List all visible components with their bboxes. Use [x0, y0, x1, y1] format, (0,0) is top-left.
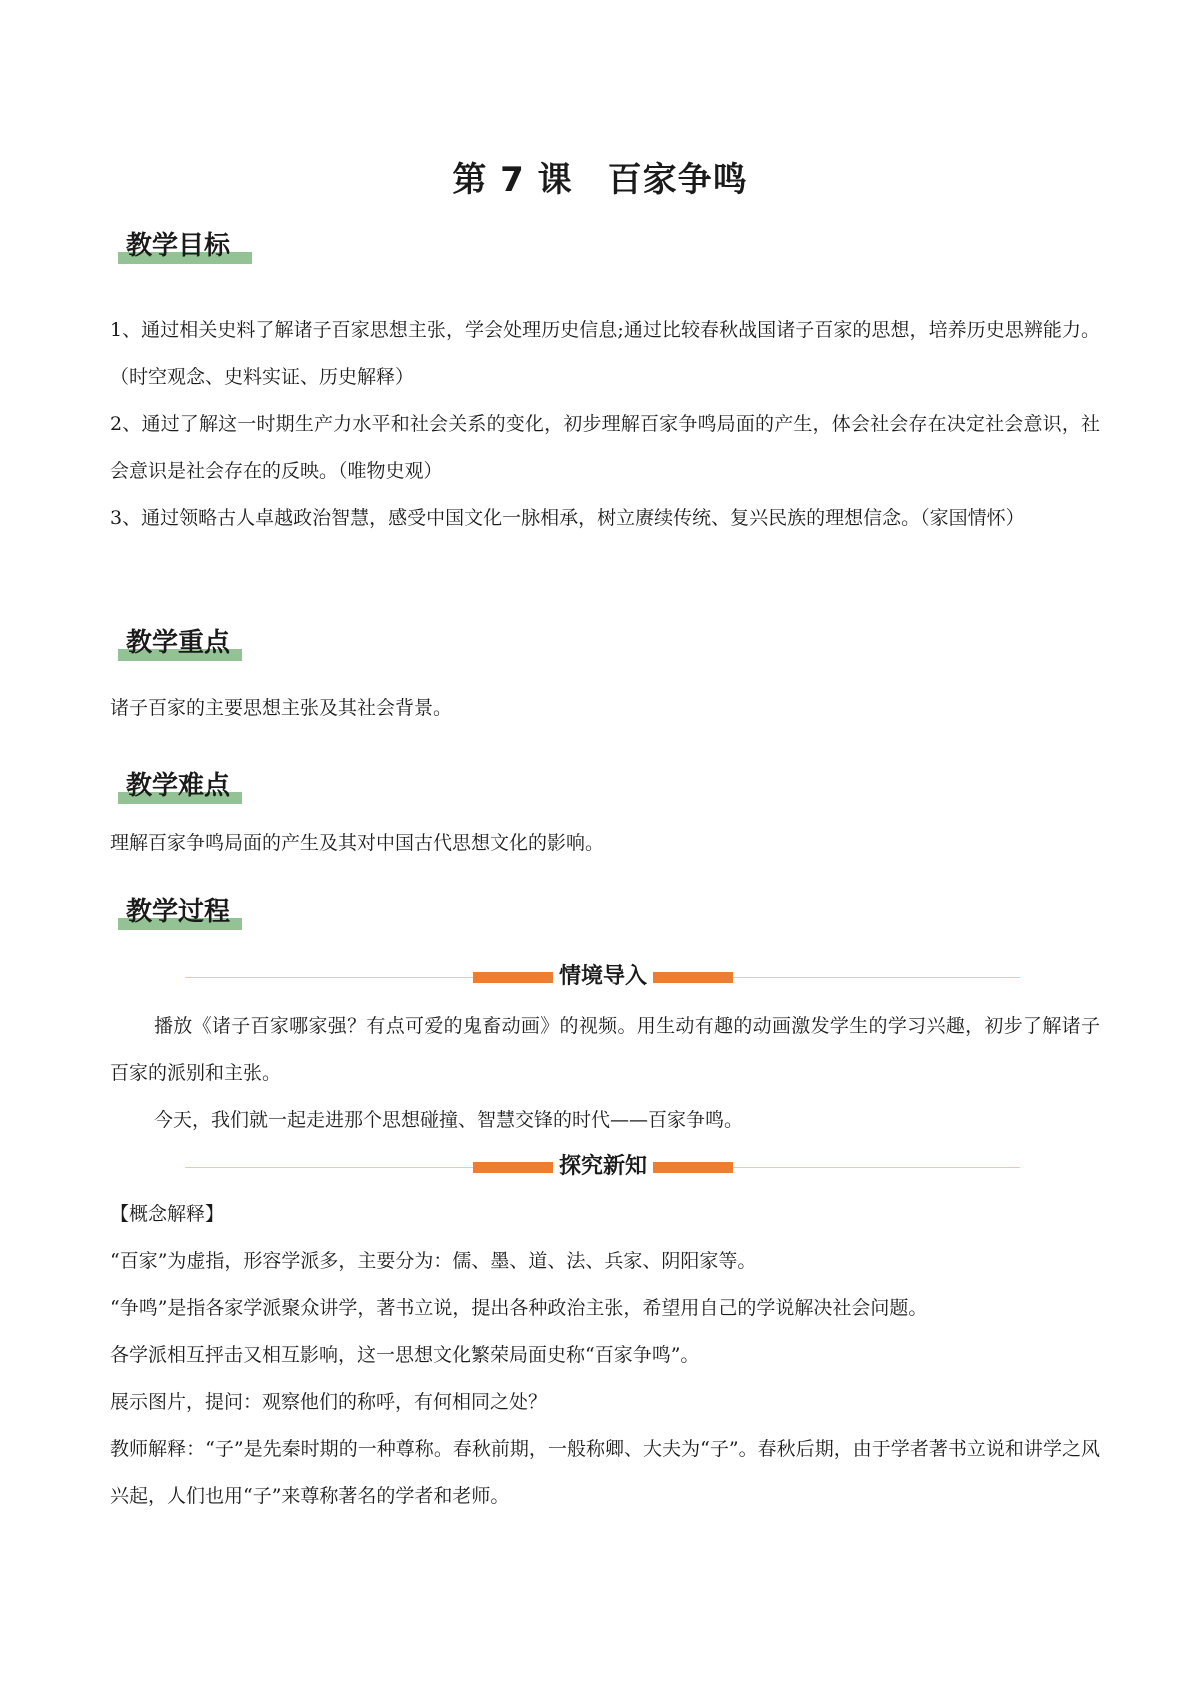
divider-explore-label: 探究新知 — [553, 1150, 653, 1184]
heading-difficulties — [118, 768, 230, 804]
heading-process-text: 教学过程 — [126, 897, 231, 927]
divider-intro-label: 情境导入 — [553, 960, 653, 994]
intro-paragraph-2: 今天，我们就一起走进那个思想碰撞、智慧交锋的时代——百家争鸣。 — [154, 1109, 744, 1131]
heading-objectives-text: 教学目标 — [126, 231, 231, 261]
explore-line-3: “争鸣”是指各家学派聚众讲学，著书立说，提出各种政治主张，希望用自己的学说解决社会问题。 — [110, 1297, 928, 1319]
explore-line-2: “百家”为虚指，形容学派多，主要分为：儒、墨、道、法、兵家、阴阳家等。 — [110, 1250, 757, 1272]
heading-objectives — [118, 228, 230, 264]
explore-line-4: 各学派相互抨击又相互影响，这一思想文化繁荣局面史称“百家争鸣”。 — [110, 1344, 700, 1366]
objective-item-1: 1、通过相关史料了解诸子百家思想主张，学会处理历史信息;通过比较春秋战国诸子百家的思想，培养历史思辨能力。（时空观念、史料实证、历史解释） — [110, 319, 1100, 388]
explore-content — [110, 1191, 1100, 1520]
difficulties-text: 理解百家争鸣局面的产生及其对中国古代思想文化的影响。 — [110, 832, 605, 854]
divider-intro — [185, 960, 1020, 994]
objectives-list — [110, 307, 1100, 542]
divider-bar-left — [473, 1162, 553, 1173]
objective-item-3: 3、通过领略古人卓越政治智慧，感受中国文化一脉相承，树立赓续传统、复兴民族的理想信念。（家国情怀） — [110, 507, 1025, 529]
divider-bar-right — [653, 1162, 733, 1173]
heading-difficulties-text: 教学难点 — [126, 771, 231, 801]
divider-explore — [185, 1150, 1020, 1184]
explore-line-6: 教师解释：“子”是先秦时期的一种尊称。春秋前期，一般称卿、大夫为“子”。春秋后期，由于学者著书立说和讲学之风兴起，人们也用“子”来尊称著名的学者和老师。 — [110, 1438, 1100, 1507]
heading-key-points — [118, 625, 230, 661]
heading-process — [118, 894, 230, 930]
heading-key-points-text: 教学重点 — [126, 628, 231, 658]
divider-bar-left — [473, 972, 553, 983]
intro-paragraph-1: 播放《诸子百家哪家强？有点可爱的鬼畜动画》的视频。用生动有趣的动画激发学生的学习兴趣，初步了解诸子百家的派别和主张。 — [110, 1015, 1100, 1084]
explore-line-5: 展示图片，提问：观察他们的称呼，有何相同之处？ — [110, 1391, 548, 1413]
key-points-text: 诸子百家的主要思想主张及其社会背景。 — [110, 697, 453, 719]
explore-line-1: 【概念解释】 — [110, 1203, 225, 1225]
divider-bar-right — [653, 972, 733, 983]
objective-item-2: 2、通过了解这一时期生产力水平和社会关系的变化，初步理解百家争鸣局面的产生，体会社会存在决定社会意识，社会意识是社会存在的反映。（唯物史观） — [110, 413, 1100, 482]
page-title: 第 7 课 百家争鸣 — [452, 160, 748, 200]
